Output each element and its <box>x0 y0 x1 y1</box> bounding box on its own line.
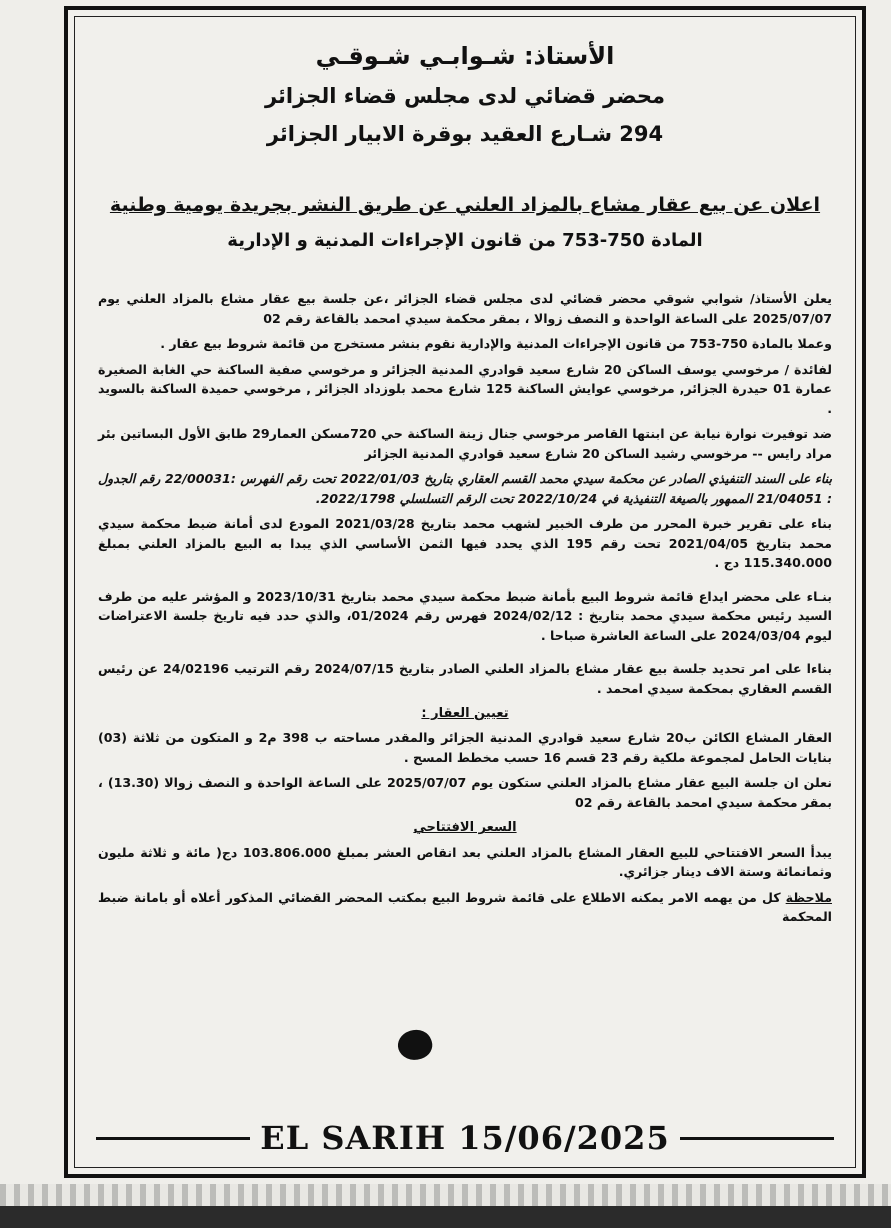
bailiff-address: 294 شـارع العقيد بوقرة الابيار الجزائر <box>266 122 664 146</box>
notice-subtitle: المادة 750-753 من قانون الإجراءات المدنية و الإدارية <box>227 230 703 251</box>
notice-body <box>98 289 832 927</box>
notice-frame <box>64 6 866 1178</box>
note-text: كل من يهمه الامر يمكنه الاطلاع على قائمة شروط البيع بمكتب المحضر القضائي المذكور أعلاه أو بامانة ضبط المحكمة <box>98 889 832 925</box>
notice-content <box>98 40 832 933</box>
paragraph-sale-date: نعلن ان جلسة البيع عقار مشاع بالمزاد العلني ستكون يوم 2025/07/07 على الساعة الواحدة و النصف زوالا (13.30) ، بمقر محكمة سيدي امحمد بالقاعة رقم 02 <box>98 775 832 810</box>
paragraph-note <box>98 888 832 927</box>
footer-rule-right <box>680 1137 834 1140</box>
notice-title: اعلان عن بيع عقار مشاع بالمزاد العلني عن طريق النشر بجريدة يومية وطنية <box>109 194 821 216</box>
footer-rule-left <box>96 1137 250 1140</box>
paragraph-opening-price: يبدأ السعر الافتتاحي للبيع العقار المشاع بالمزاد العلني بعد انقاص العشر بمبلغ 103.806.000 دج( مائة و ثلاثة مليون وثمانمائة وستة الاف دينار جزائري. <box>98 844 832 880</box>
publication-footer <box>86 1114 844 1162</box>
paragraph-expert-report: بناء على تقرير خبرة المحرر من طرف الخبير لشهب محمد بتاريخ 2021/03/28 المودع لدى أمانة ضبط محكمة سيدي محمد بتاريخ 2021/04/05 تحت رقم 195 الذي يحدد فيها الثمن الأساسي الذي يبدا به البيع بالمزاد العلني بمبلغ 115.340.000 دج . <box>98 516 832 571</box>
newspaper-date-stamp: EL SARIH 15/06/2025 <box>260 1119 670 1157</box>
section-heading-property: تعيين العقار : <box>421 706 509 722</box>
paragraph-executive-title: بناء على السند التنفيذي الصادر عن محكمة سيدي محمد القسم العقاري بتاريخ 2022/01/03 تحت رقم الفهرس :22/00031 رقم الجدول : 21/04051 الممهور بالصيغة التنفيذية في 2022/10/24 تحت الرقم التسلسلي 2022/1798. <box>98 471 832 506</box>
paragraph-announcement: يعلن الأستاذ/ شوابي شوقي محضر قضائي لدى مجلس قضاء الجزائر ،عن جلسة بيع عقار مشاع بالمزاد العلني يوم 2025/07/07 على الساعة الواحدة و النصف زوالا ، بمقر محكمة سيدي امحمد بالقاعة رقم 02 <box>98 291 832 326</box>
paragraph-session-order: بناءا على امر تحديد جلسة بيع عقار مشاع بالمزاد العلني الصادر بتاريخ 2024/07/15 رقم الترتيب 24/02196 عن رئيس القسم العقاري بمحكمة سيدي امحمد . <box>98 661 832 696</box>
paragraph-property-description: العقار المشاع الكائن ب20 شارع سعيد قوادري المدنية الجزائر والمقدر مساحته ب 398 م2 و المتكون من ثلاثة (03) بنايات الحامل لمجموعة ملكية رقم 23 قسم 16 حسب مخطط المسح . <box>98 730 832 765</box>
page-edge-pattern <box>0 1184 891 1206</box>
bailiff-name: الأستاذ: شـوابـي شـوقـي <box>315 42 615 70</box>
paragraph-beneficiaries: لفائدة / مرخوسي يوسف الساكن 20 شارع سعيد قوادري المدنية الجزائر و مرخوسي صفية الساكنة حي الغابة الصغيرة عمارة 01 حيدرة الجزائر, مرخوسي عوايش الساكنة 125 شارع محمد بلوزداد الجزائر , مرخوسي حميدة الساكنة بالسويد . <box>98 361 833 416</box>
page-bottom-edge <box>0 1206 891 1228</box>
bailiff-office: محضر قضائي لدى مجلس قضاء الجزائر <box>264 84 666 108</box>
section-heading-opening-price: السعر الافتتاحي <box>413 820 517 836</box>
note-label: ملاحظة <box>785 889 832 905</box>
paragraph-conditions-deposit: بنـاء على محضر ايداع قائمة شروط البيع بأمانة ضبط محكمة سيدي محمد بتاريخ 2023/10/31 و المؤشر عليه من طرف السيد رئيس محكمة سيدي محمد بتاريخ : 2024/02/12 فهرس رقم 01/2024، والذي حدد فيه تاريخ جلسة الاعتراضات ليوم 2024/03/04 على الساعة العاشرة صباحا . <box>98 588 832 643</box>
paragraph-legal-basis: وعملا بالمادة 750-753 من قانون الإجراءات المدنية والإدارية نقوم بنشر مستخرج من قائمة شروط بيع عقار . <box>160 336 832 352</box>
paragraph-against: ضد توفيرت نوارة نيابة عن ابنتها القاصر مرخوسي جنال زينة الساكنة حي 720مسكن العمار29 طابق الأول البساتين بئر مراد رايس -- مرخوسي رشيد الساكن 20 شارع سعيد قوادري المدنية الجزائر <box>98 426 833 461</box>
